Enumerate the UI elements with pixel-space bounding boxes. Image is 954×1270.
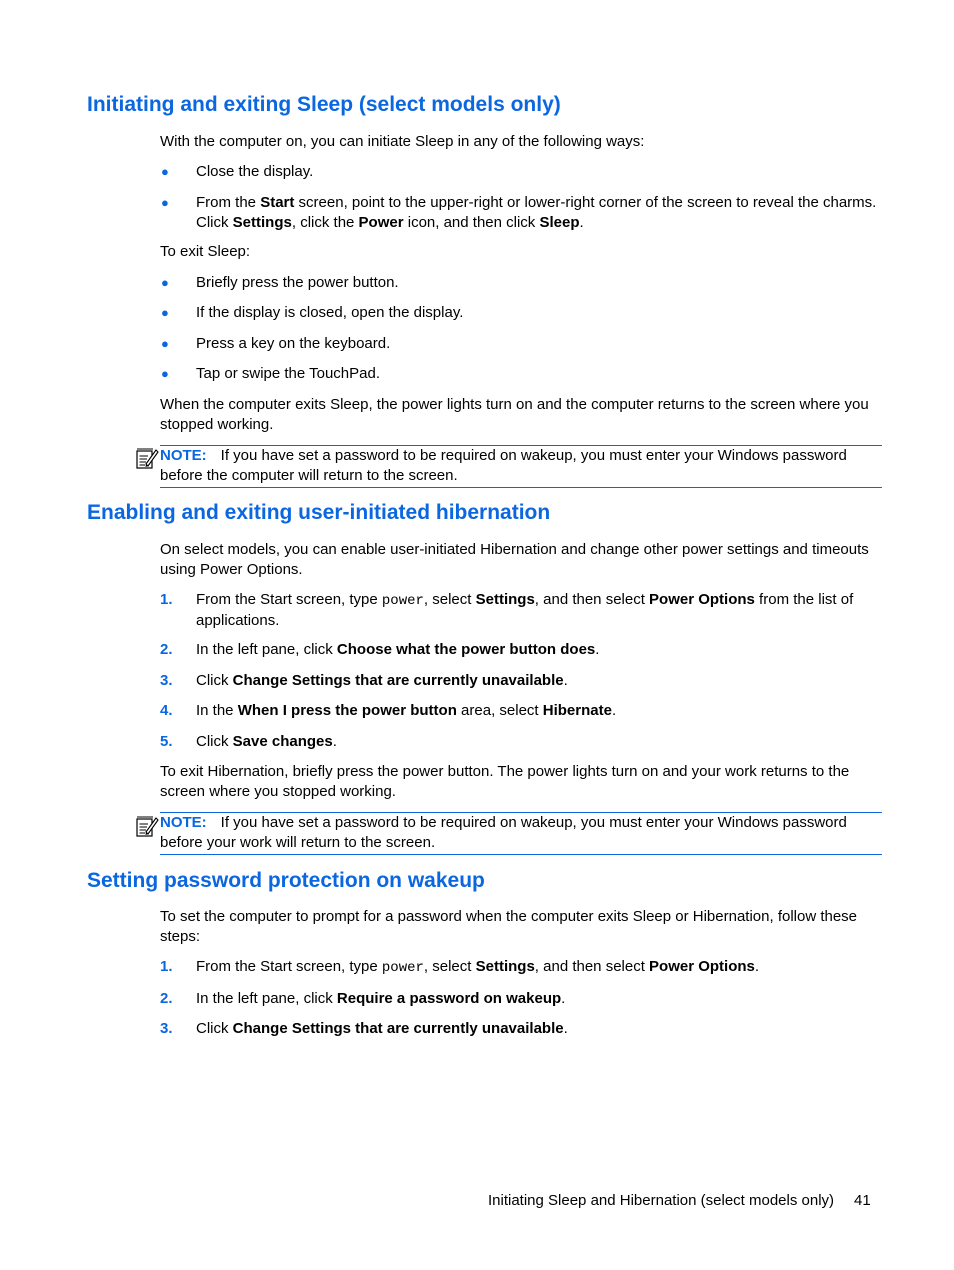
note-text: If you have set a password to be required on wakeup, you must enter your Windows password before your work will return to the screen. [160, 814, 847, 851]
step-number: 3. [160, 1020, 173, 1037]
list-item: ● Tap or swipe the TouchPad. [161, 365, 381, 382]
list-item: 5. Click Save changes. [160, 733, 337, 750]
list-item: ● Briefly press the power button. [161, 274, 399, 291]
list-item: 3. Click Change Settings that are currently unavailable. [160, 1020, 568, 1037]
bullet-icon: ● [161, 366, 169, 381]
bullet-icon: ● [161, 195, 169, 210]
paragraph: To exit Sleep: [160, 243, 251, 260]
step-number: 3. [160, 672, 173, 689]
note-icon [135, 447, 159, 471]
step-number: 1. [160, 591, 173, 608]
step-number: 2. [160, 641, 173, 658]
list-item: 3. Click Change Settings that are currently unavailable. [160, 672, 568, 689]
list-item: ● Close the display. [161, 163, 314, 180]
footer-title: Initiating Sleep and Hibernation (select models only) [488, 1192, 835, 1209]
note-text: If you have set a password to be required on wakeup, you must enter your Windows password before the computer will return to the screen. [160, 447, 847, 484]
note-icon [135, 815, 159, 839]
step-number: 5. [160, 733, 173, 750]
bullet-icon: ● [161, 305, 169, 320]
note-box [160, 445, 882, 488]
list-item: ● Press a key on the keyboard. [161, 335, 391, 352]
section-title-password: Setting password protection on wakeup [87, 869, 485, 892]
list-item: ● If the display is closed, open the display. [161, 304, 464, 321]
list-item: 2. In the left pane, click Choose what the power button does. [160, 641, 600, 658]
note-box [160, 812, 882, 855]
list-item: 1. From the Start screen, type power, select Settings, and then select Power Options. [160, 958, 760, 976]
paragraph: On select models, you can enable user-initiated Hibernation and change other power settings and timeouts using Power Options. [160, 541, 869, 578]
page-footer [488, 1191, 871, 1211]
step-number: 4. [160, 702, 173, 719]
list-item: 2. In the left pane, click Require a password on wakeup. [160, 990, 566, 1007]
bullet-icon: ● [161, 164, 169, 179]
bullet-icon: ● [161, 336, 169, 351]
step-number: 1. [160, 958, 173, 975]
section-title-sleep: Initiating and exiting Sleep (select models only) [87, 93, 561, 116]
page-number: 41 [854, 1192, 871, 1209]
note-label: NOTE: [160, 447, 207, 464]
section-title-hibernation: Enabling and exiting user-initiated hibernation [87, 501, 551, 524]
paragraph: When the computer exits Sleep, the power lights turn on and the computer returns to the screen where you stopped working. [160, 396, 869, 433]
list-item: 1. From the Start screen, type power, select Settings, and then select Power Options from the list of applications. [160, 591, 854, 629]
step-number: 2. [160, 990, 173, 1007]
bullet-icon: ● [161, 275, 169, 290]
paragraph: To exit Hibernation, briefly press the power button. The power lights turn on and your work returns to the screen where you stopped working. [160, 763, 850, 800]
paragraph: To set the computer to prompt for a password when the computer exits Sleep or Hibernation, follow these steps: [160, 908, 858, 945]
note-label: NOTE: [160, 814, 207, 831]
paragraph: With the computer on, you can initiate Sleep in any of the following ways: [160, 133, 645, 150]
list-item: 4. In the When I press the power button area, select Hibernate. [160, 702, 617, 719]
list-item: ● From the Start screen, point to the upper-right or lower-right corner of the screen to reveal the charms. Click Settings, click the Power icon, and then click Sleep. [161, 194, 877, 231]
